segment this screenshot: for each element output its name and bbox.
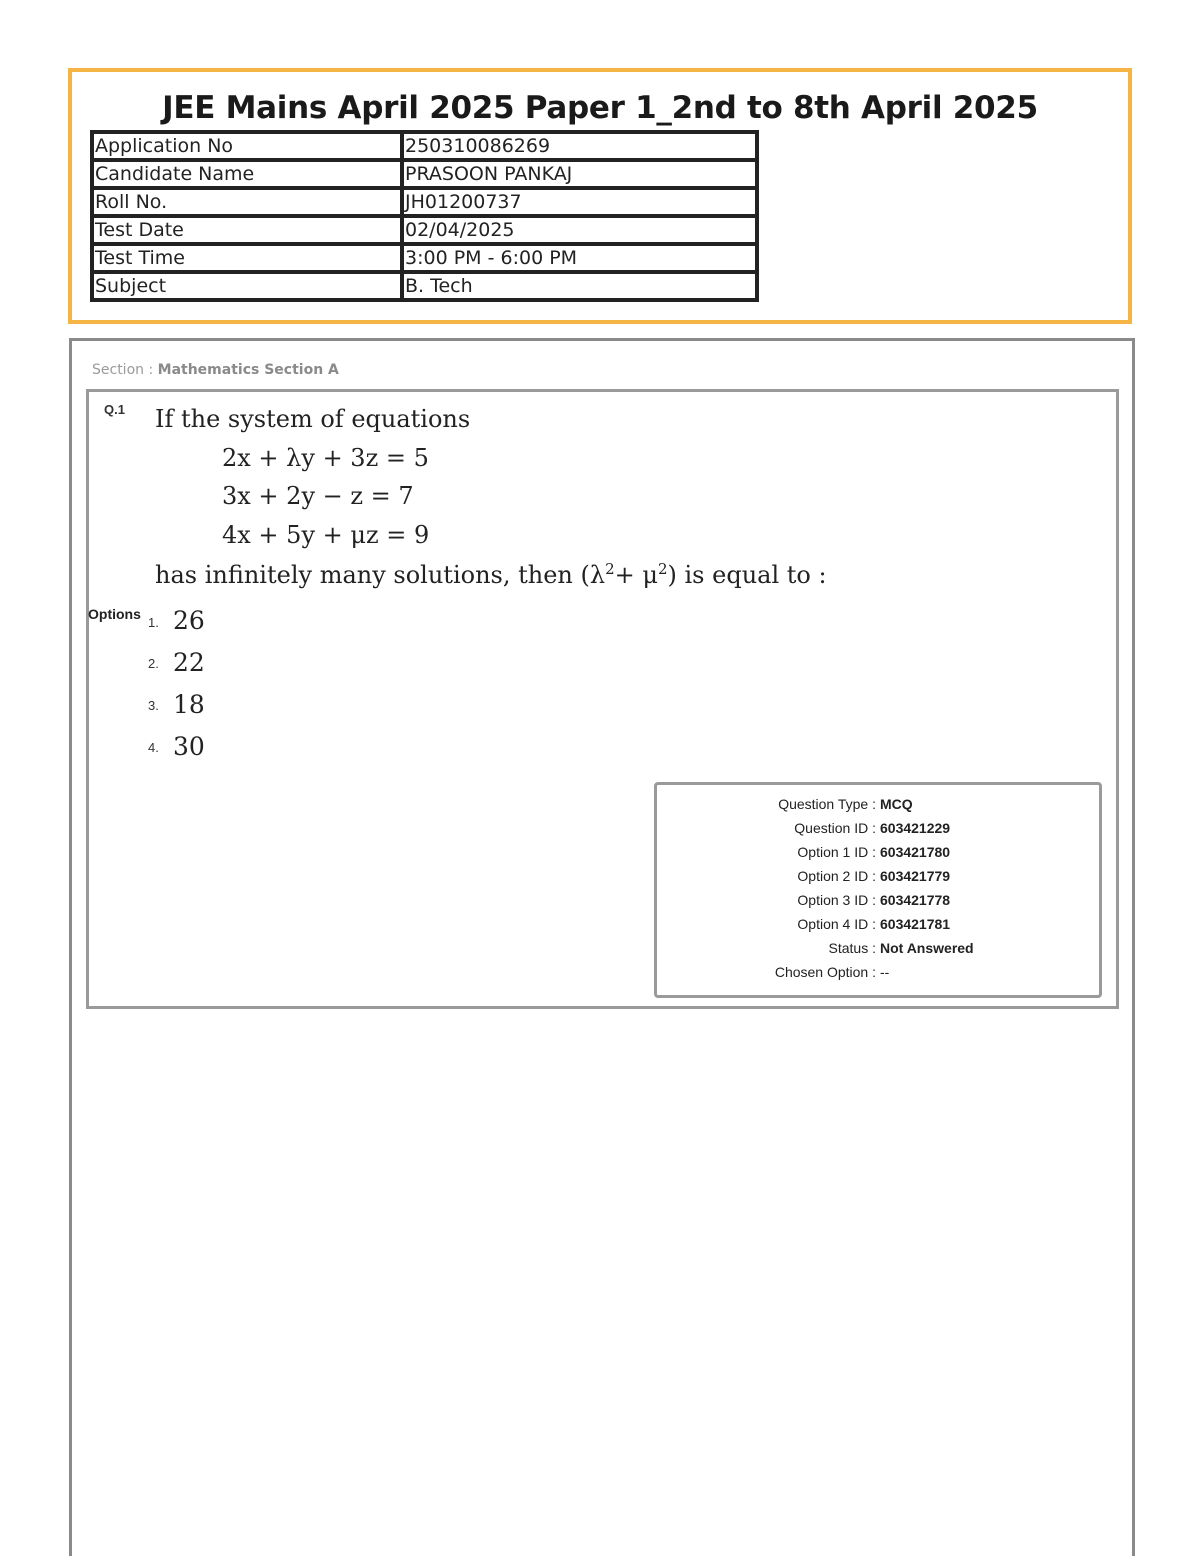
meta-row — [654, 868, 1100, 892]
info-value: B. Tech — [402, 272, 757, 300]
meta-value: MCQ — [880, 796, 913, 812]
info-label: Roll No. — [92, 188, 402, 216]
table-row — [92, 160, 757, 188]
option-number: 2. — [148, 656, 159, 671]
meta-value: 603421229 — [880, 820, 951, 836]
info-value: 02/04/2025 — [402, 216, 757, 244]
meta-label: Option 3 ID : — [797, 892, 876, 908]
meta-value: 603421779 — [880, 868, 951, 884]
candidate-header — [68, 68, 1132, 324]
section-name: Mathematics Section A — [157, 362, 339, 378]
meta-label: Question Type : — [778, 796, 876, 812]
table-row — [92, 188, 757, 216]
table-row — [92, 272, 757, 300]
candidate-info-table — [90, 130, 759, 302]
meta-value: Not Answered — [880, 940, 974, 956]
meta-label: Status : — [828, 940, 876, 956]
option-value: 26 — [173, 606, 205, 635]
meta-row — [654, 796, 1100, 820]
meta-row — [654, 820, 1100, 844]
page-title: JEE Mains April 2025 Paper 1_2nd to 8th April 2025 — [162, 90, 1038, 126]
info-label: Test Date — [92, 216, 402, 244]
info-label: Application No — [92, 132, 402, 160]
option-value: 22 — [173, 648, 205, 677]
meta-value: 603421778 — [880, 892, 951, 908]
meta-row — [654, 916, 1100, 940]
option-value: 30 — [173, 732, 205, 761]
options-label: Options — [88, 606, 141, 622]
meta-row — [654, 892, 1100, 916]
meta-row — [654, 844, 1100, 868]
prompt-start: has infinitely many solutions, then (λ — [155, 561, 606, 589]
info-value: 3:00 PM - 6:00 PM — [402, 244, 757, 272]
info-label: Subject — [92, 272, 402, 300]
option-number: 4. — [148, 740, 159, 755]
meta-row — [654, 964, 1100, 988]
meta-label: Question ID : — [794, 820, 876, 836]
question-intro: If the system of equations — [155, 405, 471, 433]
prompt-mid: + μ — [614, 561, 658, 589]
info-label: Candidate Name — [92, 160, 402, 188]
question-number: Q.1 — [104, 402, 125, 417]
equation-3: 4x + 5y + μz = 9 — [222, 521, 430, 549]
option-value: 18 — [173, 690, 205, 719]
meta-label: Option 4 ID : — [797, 916, 876, 932]
meta-row — [654, 940, 1100, 964]
meta-label: Chosen Option : — [774, 964, 876, 980]
prompt-end: ) is equal to : — [667, 561, 827, 589]
option-number: 1. — [148, 615, 159, 630]
meta-value: 603421780 — [880, 844, 951, 860]
option-number: 3. — [148, 698, 159, 713]
exponent-1: 2 — [605, 560, 615, 578]
section-prefix: Section : — [92, 362, 158, 378]
meta-value: 603421781 — [880, 916, 951, 932]
equation-1: 2x + λy + 3z = 5 — [222, 444, 429, 472]
info-label: Test Time — [92, 244, 402, 272]
question-prompt — [155, 560, 827, 589]
table-row — [92, 244, 757, 272]
section-label — [92, 362, 339, 378]
exponent-2: 2 — [657, 560, 668, 578]
info-value: PRASOON PANKAJ — [402, 160, 757, 188]
meta-value: -- — [880, 964, 890, 980]
meta-label: Option 1 ID : — [797, 844, 876, 860]
equation-2: 3x + 2y − z = 7 — [222, 482, 414, 510]
meta-label: Option 2 ID : — [797, 868, 876, 884]
info-value: 250310086269 — [402, 132, 757, 160]
table-row — [92, 216, 757, 244]
table-row — [92, 132, 757, 160]
info-value: JH01200737 — [402, 188, 757, 216]
